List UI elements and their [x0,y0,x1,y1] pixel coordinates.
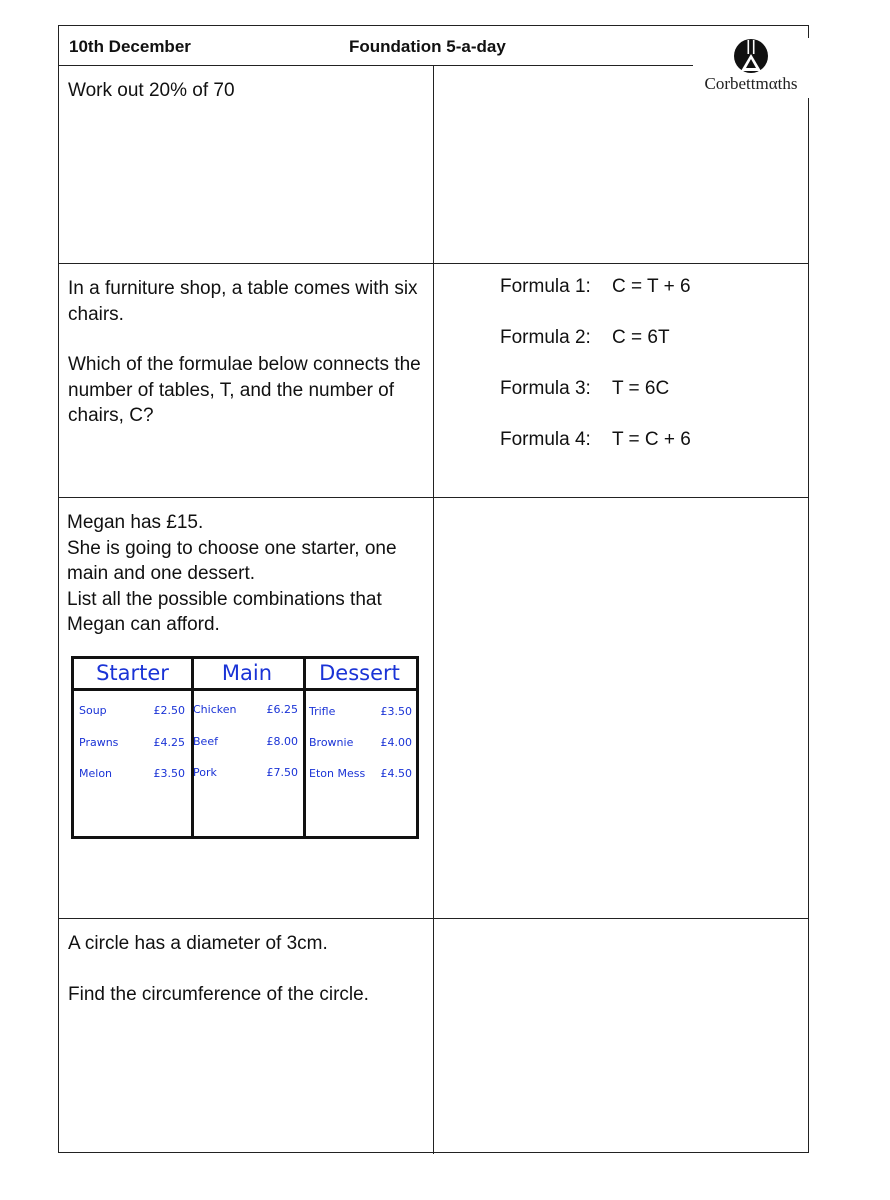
question-4-line-1: A circle has a diameter of 3cm. [68,933,328,954]
question-3-line-1: Megan has £15. [67,512,204,533]
formula-label: Formula 3: [500,378,591,399]
menu-item-price: £3.50 [380,705,412,718]
worksheet [58,25,809,1153]
question-3-answer-space [434,498,808,918]
menu-item-name: Beef [193,735,218,748]
menu-header-main: Main [191,659,303,691]
menu-item-price: £8.00 [266,735,298,748]
logo-text: Corbettmαths [704,74,798,93]
question-4-answer-space [434,919,808,1154]
question-1-text: Work out 20% of 70 [68,80,235,101]
corbettmaths-logo-icon [731,38,771,74]
menu-column-dessert [303,659,416,836]
formula-4 [500,429,691,451]
formula-expression: C = T + 6 [612,276,691,297]
question-2-cell [59,264,434,497]
menu-item-price: £7.50 [266,766,298,779]
formula-2 [500,327,670,349]
question-2-text [68,276,428,429]
question-4-text [68,931,428,1007]
menu-item-name: Melon [79,767,113,780]
question-2-row [59,264,808,498]
formula-label: Formula 4: [500,429,591,450]
formula-list [434,264,808,497]
formula-expression: T = C + 6 [612,429,691,450]
menu-header-starter: Starter [74,659,191,691]
menu-item-price: £2.50 [153,704,185,717]
formula-3 [500,378,669,400]
menu-item-name: Chicken [193,703,237,716]
menu-item-name: Soup [79,704,107,717]
formula-1 [500,276,691,298]
formula-label: Formula 1: [500,276,591,297]
menu-item-name: Eton Mess [309,767,366,780]
question-2-line-1: In a furniture shop, a table comes with six chairs. [68,278,418,325]
menu-item-price: £6.25 [266,703,298,716]
question-3-row [59,498,808,919]
menu-item-name: Pork [193,766,217,779]
menu-table [71,656,419,839]
menu-item-name: Trifle [309,705,336,718]
worksheet-title: Foundation 5-a-day [349,37,506,56]
menu-item-name: Prawns [79,736,119,749]
question-4-cell [59,919,434,1154]
worksheet-date: 10th December [69,37,191,56]
menu-item-price: £4.50 [380,767,412,780]
formula-expression: T = 6C [612,378,670,399]
question-4-row [59,919,808,1154]
menu-column-main [191,659,306,836]
question-1-cell [59,66,434,263]
question-3-line-2: She is going to choose one starter, one main and one dessert. [67,537,397,584]
menu-item-price: £3.50 [153,767,185,780]
menu-item-name: Brownie [309,736,354,749]
formula-label: Formula 2: [500,327,591,348]
menu-column-starter [74,659,194,836]
question-4-line-2: Find the circumference of the circle. [68,983,369,1005]
corbettmaths-logo [693,38,809,98]
question-3-text [67,510,427,638]
menu-item-price: £4.00 [380,736,412,749]
formula-expression: C = 6T [612,327,670,348]
question-3-cell [59,498,434,918]
menu-header-dessert: Dessert [303,659,416,691]
question-3-line-3: List all the possible combinations that Megan can afford. [67,588,382,635]
question-2-line-2: Which of the formulae below connects the number of tables, T, and the number of chairs, C? [68,354,421,426]
menu-item-price: £4.25 [153,736,185,749]
